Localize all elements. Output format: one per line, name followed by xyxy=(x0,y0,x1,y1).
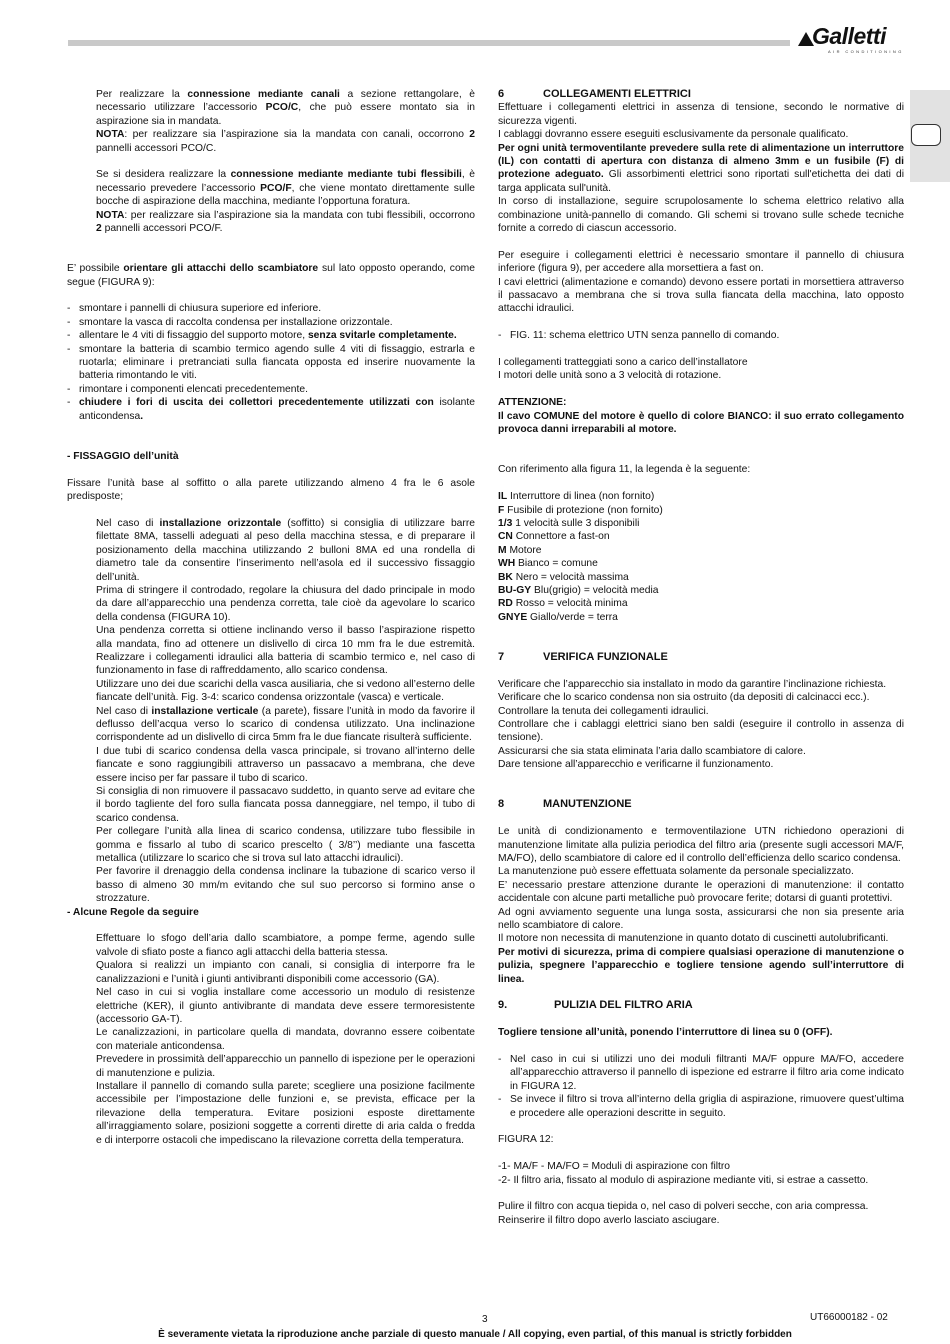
list-item: - chiudere i fori di uscita dei collettori precedentemente utilizzati con isolante anticondensa. xyxy=(67,396,475,423)
list-item: - Se invece il filtro si trova all’interno della griglia di aspirazione, rimuovere quest’ultima e procedere alle operazioni descritte in seguito. xyxy=(498,1093,904,1120)
paragraph-canali: Per realizzare la connessione mediante canali a sezione rettangolare, è necessario utilizzare l’accessorio PCO/C, che può essere montato sia in aspirazione sia in mandata. NOTA: per realizzare sia l’aspirazione sia la mandata con canali, occorrono 2 pannelli accessori PCO/C. Se si desidera realizzare la connessione mediante mediante tubi flessibili, è necessario prevedere l’accessorio PCO/F, che viene montato direttamente sulle bocche di aspirazione della macchina, mediante l’opportuna foratura. NOTA: per realizzare sia l’aspirazione sia la mandata con tubi flessibili, occorrono 2 pannelli accessori PCO/F. xyxy=(96,89,475,235)
left-column xyxy=(67,88,475,1147)
legend-item: WH Bianco = comune xyxy=(498,558,598,570)
legend-item: IL Interruttore di linea (non fornito) xyxy=(498,491,655,503)
list-item: - rimontare i componenti elencati precedentemente. xyxy=(67,383,475,396)
section-9-body: Togliere tensione all’unità, ponendo l’interruttore di linea su 0 (OFF). - Nel caso in cui si utilizzi uno dei moduli filtranti MA/F oppure MA/FO, accedere all’apparecchio attraverso il pannello di ispezione ed estrarre il filtro aria come indicato in FIGURA 12. - Se invece il filtro si trova all’interno della griglia di aspirazione, rimuovere quest’ultima e procedere alle operazioni descritte in seguito. FIGURA 12: -1- MA/F - MA/FO = Moduli di aspirazione con filtro -2- Il filtro aria, fissato al modulo di aspirazione mediante viti, si estrae a cassetto. Pulire il filtro con acqua tiepida o, nel caso di polveri secche, con aria compressa. Reinserire il filtro dopo averlo lasciato asciugare. xyxy=(498,1026,904,1227)
section-8-body: Le unità di condizionamento e termoventilazione UTN richiedono operazioni di manutenzione limitate alla pulizia periodica del filtro aria (presente sugli accessori MA/F, MA/FO), dello scambiatore di calore ed il controllo dell’efficienza dello scarico condensa. La manutenzione può essere effettuata solamente da personale specializzato. E’ necessario prestare attenzione durante le operazioni di manutenzione: il contatto accidentale con alcune parti metalliche può provocare ferite; dotarsi di guanti protettivi. Ad ogni avviamento seguente una lunga sosta, assicurarsi che non sia presente aria nello scambiatore di calore. Il motore non necessita di manutenzione in quanto dotato di cuscinetti autolubrificanti. Per motivi di sicurezza, prima di compiere qualsiasi operazione di manutenzione o pulizia, spegnere l’apparecchio e togliere tensione agendo sull’interruttore di linea. xyxy=(498,826,904,985)
paragraph-regole: Effettuare lo sfogo dell’aria dallo scambiatore, a pompe ferme, agendo sulle valvole di sfiato poste a fianco agli attacchi della batteria stessa. Qualora si realizzi un impianto con canali, si consiglia di interporre fra le canalizzazioni e l’unità i giunti antivibranti disponibili come accessorio (GA). Nel caso in cui si voglia installare come accessorio un modulo di resistenze elettriche (KER), il giunto antivibrante di mandata deve essere termoresistente (accessorio GA-T). Le canalizzazioni, in particolare quella di mandata, dovranno essere coibentate con materiale anticondensa. Prevedere in prossimità dell’apparecchio un pannello di ispezione per le operazioni di manutenzione e pulizia. Installare il pannello di comando sulla parete; scegliere una posizione facilmente accessibile per l’impostazione delle funzioni e, se prevista, efficace per la rilevazione della temperatura. Evitare posizioni esposte direttamente all’irraggiamento solare, posizioni soggette a correnti dirette di aria calda o fredda e di interporre ostacoli che impediscano la rilevazione corretta della temperatura. xyxy=(96,933,475,1146)
paragraph-fissaggio: Nel caso di installazione orizzontale (soffitto) si consiglia di utilizzare barre filettate 8MA, tasselli adeguati al peso della macchina stessa, e di preparare il posizionamento della macchina utilizzando 2 bulloni 8MA ed una rondella di diametro tale da consentire l’inserimento nell’asola ed il successivo fissaggio dell’unità. Prima di stringere il controdado, regolare la chiusura del dado principale in modo da dare all’apparecchio una pendenza corretta, tale cioè da agevolare lo scarico della condensa (FIGURA 10). Una pendenza corretta si ottiene inclinando verso il basso l’aspirazione rispetto alla mandata, fino ad ottenere un dislivello di circa 10 mm fra le due estremità. Realizzare i collegamenti idraulici alla batteria di scambio termico e, nel caso di funzionamento in fase di raffreddamento, allo scarico condensa. Utilizzare uno dei due scarichi della vasca ausiliaria, che si vedono all’esterno delle fiancate dell’unità. Fig. 3-4: scarico condensa orizzontale (vasca) e verticale. Nel caso di installazione verticale (a parete), fissare l’unità in modo da favorire il deflusso dell’acqua verso lo scarico di condensa utilizzato. Una inclinazione corrispondente ad un dislivello di circa 5mm fra le due fiancate risulterà sufficiente. I due tubi di scarico condensa della vasca principale, si trovano all’interno delle fiancate e sono raggiungibili attraverso un passacavo a membrana, che deve essere inciso per far passare il tubo di scarico. Si consiglia di non rimuovere il passacavo suddetto, in quanto serve ad evitare che il bordo tagliente del foro sulla fiancata possa danneggiare, nel tempo, il tubo di scarico condensa. Per collegare l’unità alla linea di scarico condensa, utilizzare tubo flessibile in gomma e fissarlo al tubo di scarico prescelto ( 3/8’’) mediante una fascetta metallica (utilizzare lo scarico che si trova sul lato attacchi idraulici). Per favorire il drenaggio della condensa inclinare la tubazione di scarico verso il basso di almeno 30 mm/m evitando che sul suo percorso si formino anse o strozzature. xyxy=(96,517,475,905)
legend-item: BK Nero = velocità massima xyxy=(498,571,629,583)
header-rule xyxy=(68,40,790,46)
legend-item: RD Rosso = velocità minima xyxy=(498,598,628,610)
right-column xyxy=(498,88,904,1227)
legend-item: 1/3 1 velocità sulle 3 disponibili xyxy=(498,517,640,529)
legend-item: F Fusibile di protezione (non fornito) xyxy=(498,504,663,516)
list-orientamento xyxy=(67,302,475,423)
legend-item: GNYE Giallo/verde = terra xyxy=(498,611,618,623)
heading-regole: - Alcune Regole da seguire xyxy=(67,906,199,918)
list-item: - FIG. 11: schema elettrico UTN senza pannello di comando. xyxy=(498,329,904,342)
section-9-heading: 9. PULIZIA DEL FILTRO ARIA xyxy=(498,999,693,1012)
list-item: - smontare i pannelli di chiusura superiore ed inferiore. xyxy=(67,302,475,315)
section-8-heading: 8 MANUTENZIONE xyxy=(498,798,632,811)
heading-fissaggio: - FISSAGGIO dell’unità xyxy=(67,450,179,462)
section-7-heading: 7 VERIFICA FUNZIONALE xyxy=(498,650,668,663)
page-number: 3 xyxy=(482,1314,488,1325)
legend-item: BU-GY Blu(grigio) = velocità media xyxy=(498,584,659,596)
legend-item: CN Connettore a fast-on xyxy=(498,531,610,543)
legend-list xyxy=(498,490,904,624)
copyright-notice: È severamente vietata la riproduzione anche parziale di questo manuale / All copying, even partial, of this manual is strictly forbidden xyxy=(158,1329,792,1340)
attention-title: ATTENZIONE: xyxy=(498,397,567,409)
section-7-body: Verificare che l’apparecchio sia installato in modo da garantire l’inclinazione richiesta. Verificare che lo scarico condensa non sia ostruito (da depositi di calcinacci ecc.). Controllare la tenuta dei collegamenti idraulici. Controllare che i cablaggi elettrici siano ben saldi (eseguire il controllo in assenza di tensione). Assicurarsi che sia stata eliminata l’aria dallo scambiatore di calore. Dare tensione all’apparecchio e verificarne il funzionamento. xyxy=(498,678,904,771)
document-code: UT66000182 - 02 xyxy=(810,1312,888,1323)
logo-subtitle: AIR CONDITIONING xyxy=(828,49,904,54)
paragraph-fissaggio-intro: Fissare l’unità base al soffitto o alla parete utilizzando almeno 4 fra le 6 asole predisposte; xyxy=(67,477,475,503)
list-item: - smontare la batteria di scambio termico agendo sulle 4 viti di fissaggio, estrarla e ruotarla; eliminare i pretranciati sulla fiancata opposta ed inserire nuovamente la batteria rimontando le viti. xyxy=(67,343,475,383)
tab-box-icon xyxy=(911,124,941,146)
attention-text: Il cavo COMUNE del motore è quello di colore BIANCO: il suo errato collegamento provoca danni irreparabili al motore. xyxy=(498,410,904,436)
section-6-body: Effettuare i collegamenti elettrici in assenza di tensione, secondo le normative di sicurezza vigenti. I cablaggi dovranno essere eseguiti esclusivamente da personale qualificato. Per ogni unità termoventilante prevedere sulla rete di alimentazione un interruttore (IL) con contatti di apertura con distanza di almeno 3mm e un fusibile (F) di protezione adeguato. Gli assorbimenti elettrici sono riportati sull'etichetta dei dati di targa applicata sull'unità. In corso di installazione, seguire scrupolosamente lo schema elettrico relativo alla combinazione unità-pannello di comando. Gli schemi si trovano sulle schede tecniche fornite a corredo di ciascun accessorio. Per eseguire i collegamenti elettrici è necessario smontare il pannello di chiusura inferiore (figura 9), per accedere alla morsettiera a fast on. I cavi elettrici (alimentazione e comando) devono essere portati in morsettiera attraverso il passacavo a membrana che si trova sulla fiancata della macchina, lato opposto attacchi idraulici. - FIG. 11: schema elettrico UTN senza pannello di comando. I collegamenti tratteggiati sono a carico dell’installatore I motori delle unità sono a 3 velocità di rotazione. ATTENZIONE: Il cavo COMUNE del motore è quello di colore BIANCO: il suo errato collegamento provoca danni irreparabili al motore. Con riferimento alla figura 11, la legenda è la seguente: IL Interruttore di linea (non fornito) F Fusibile di protezione (non fornito) 1/3 1 velocità sulle 3 disponibili CN Connettore a fast-on M Motore WH Bianco = comune BK Nero = velocità massima BU-GY Blu(grigio) = velocità media RD Rosso = velocità minima GNYE Giallo/verde = terra xyxy=(498,101,904,624)
paragraph-orientamento: E’ possibile orientare gli attacchi dello scambiatore sul lato opposto operando, come segue (FIGURA 9): xyxy=(67,263,475,288)
list-item: - Nel caso in cui si utilizzi uno dei moduli filtranti MA/F oppure MA/FO, accedere all’apparecchio attraverso il pannello di ispezione ed estrarre il filtro aria come indicato in FIGURA 12. xyxy=(498,1053,904,1093)
list-item: - smontare la vasca di raccolta condensa per installazione orizzontale. xyxy=(67,316,475,329)
logo-text: Galletti xyxy=(812,23,886,49)
section-6-heading: 6 COLLEGAMENTI ELETTRICI xyxy=(498,88,691,100)
list-item: - allentare le 4 viti di fissaggio del supporto motore, senza svitarle completamente. xyxy=(67,329,475,342)
galletti-logo xyxy=(798,22,908,56)
legend-item: M Motore xyxy=(498,544,542,556)
legend-intro: Con riferimento alla figura 11, la legenda è la seguente: xyxy=(498,464,751,476)
